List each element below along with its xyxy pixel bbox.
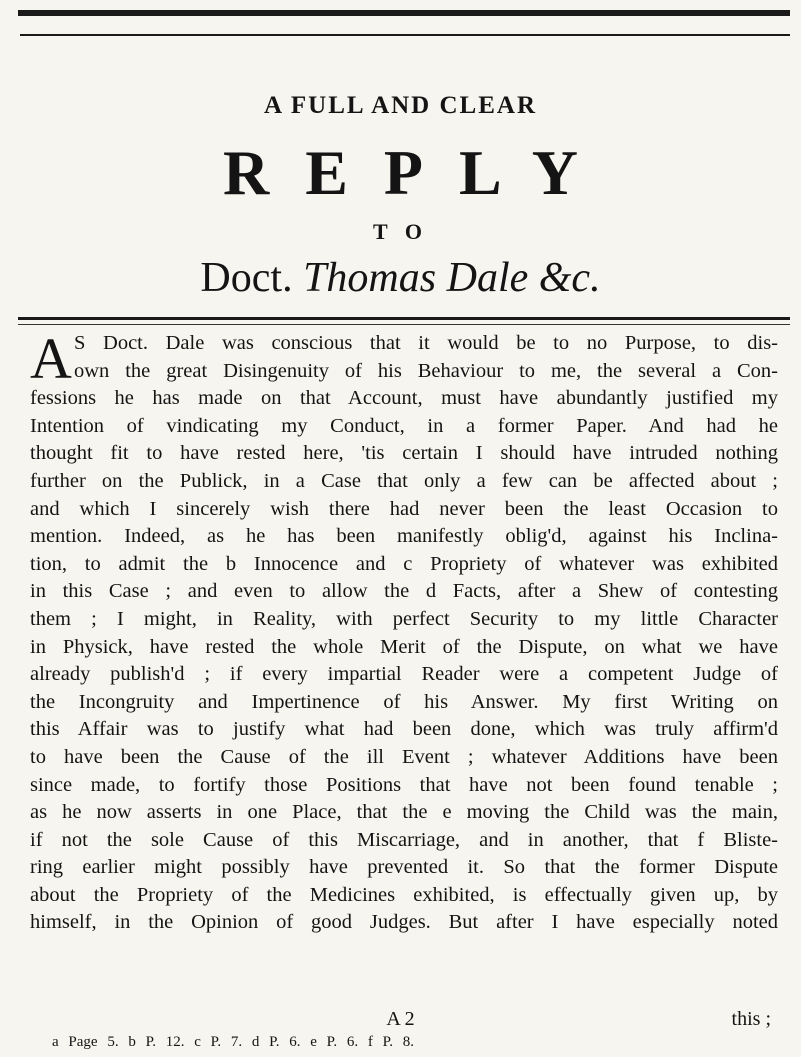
text-line: them ; I might, in Reality, with perfect Security to my little Character — [30, 607, 778, 630]
text-line: mention. Indeed, as he has been manifestly oblig'd, against his Inclina- — [30, 525, 778, 548]
text-line: in Physick, have rested the whole Merit of the Dispute, on what we have — [30, 635, 778, 658]
text-line: ring earlier might possibly have prevented it. So that the former Dispute — [30, 856, 778, 879]
title-doct: Doct. — [200, 255, 304, 301]
text-line: since made, to fortify those Positions that have not been found tenable ; — [30, 773, 778, 796]
catchword: this ; — [731, 1008, 771, 1030]
text-line: as he now asserts in one Place, that the e moving the Child was the main, — [30, 801, 778, 824]
text-line: to have been the Cause of the ill Event ; whatever Additions have been — [30, 745, 778, 768]
text-line: further on the Publick, in a Case that only a few can be affected about ; — [30, 469, 778, 492]
text-line: S Doct. Dale was conscious that it would be to no Purpose, to dis- — [74, 332, 778, 354]
text-line: himself, in the Opinion of good Judges. But after I have especially noted — [30, 911, 778, 934]
text-line: own the great Disingenuity of his Behaviour to me, the several a Con- — [74, 359, 778, 382]
drop-cap: A — [30, 326, 72, 391]
text-line: already publish'd ; if every impartial Reader were a competent Judge of — [30, 663, 778, 686]
text-line: Intention of vindicating my Conduct, in a former Paper. And had he — [30, 414, 778, 437]
top-border-rule — [18, 10, 790, 16]
footnotes: a Page 5. b P. 12. c P. 7. d P. 6. e P. 6. f P. 8. — [52, 1034, 415, 1050]
text-line: this Affair was to justify what had been done, which was truly affirm'd — [30, 718, 778, 741]
title-name: Thomas Dale &c. — [303, 255, 601, 301]
text-line: in this Case ; and even to allow the d Facts, after a Shew of contesting — [30, 580, 778, 603]
ornament-rule — [18, 317, 790, 320]
title-line-1: A FULL AND CLEAR — [263, 92, 537, 119]
title-to: T O — [373, 219, 428, 244]
text-line: tion, to admit the b Innocence and c Propriety of whatever was exhibited — [30, 552, 778, 575]
text-line: fessions he has made on that Account, must have abundantly justified my — [30, 387, 778, 410]
text-line: and which I sincerely wish there had never been the least Occasion to — [30, 497, 778, 520]
title-reply: REPLY — [222, 137, 615, 208]
top-thin-rule — [20, 34, 790, 36]
text-line: the Incongruity and Impertinence of his Answer. My first Writing on — [30, 690, 778, 713]
body-text — [30, 326, 778, 937]
text-line: about the Propriety of the Medicines exhibited, is effectually given up, by — [30, 883, 778, 906]
text-line: thought fit to have rested here, 'tis certain I should have intruded nothing — [30, 442, 778, 465]
ornament-thin-rule — [18, 324, 790, 325]
text-line: if not the sole Cause of this Miscarriage, and in another, that f Bliste- — [30, 828, 778, 851]
signature-mark: A 2 — [386, 1008, 415, 1030]
title-addressee — [0, 254, 801, 302]
